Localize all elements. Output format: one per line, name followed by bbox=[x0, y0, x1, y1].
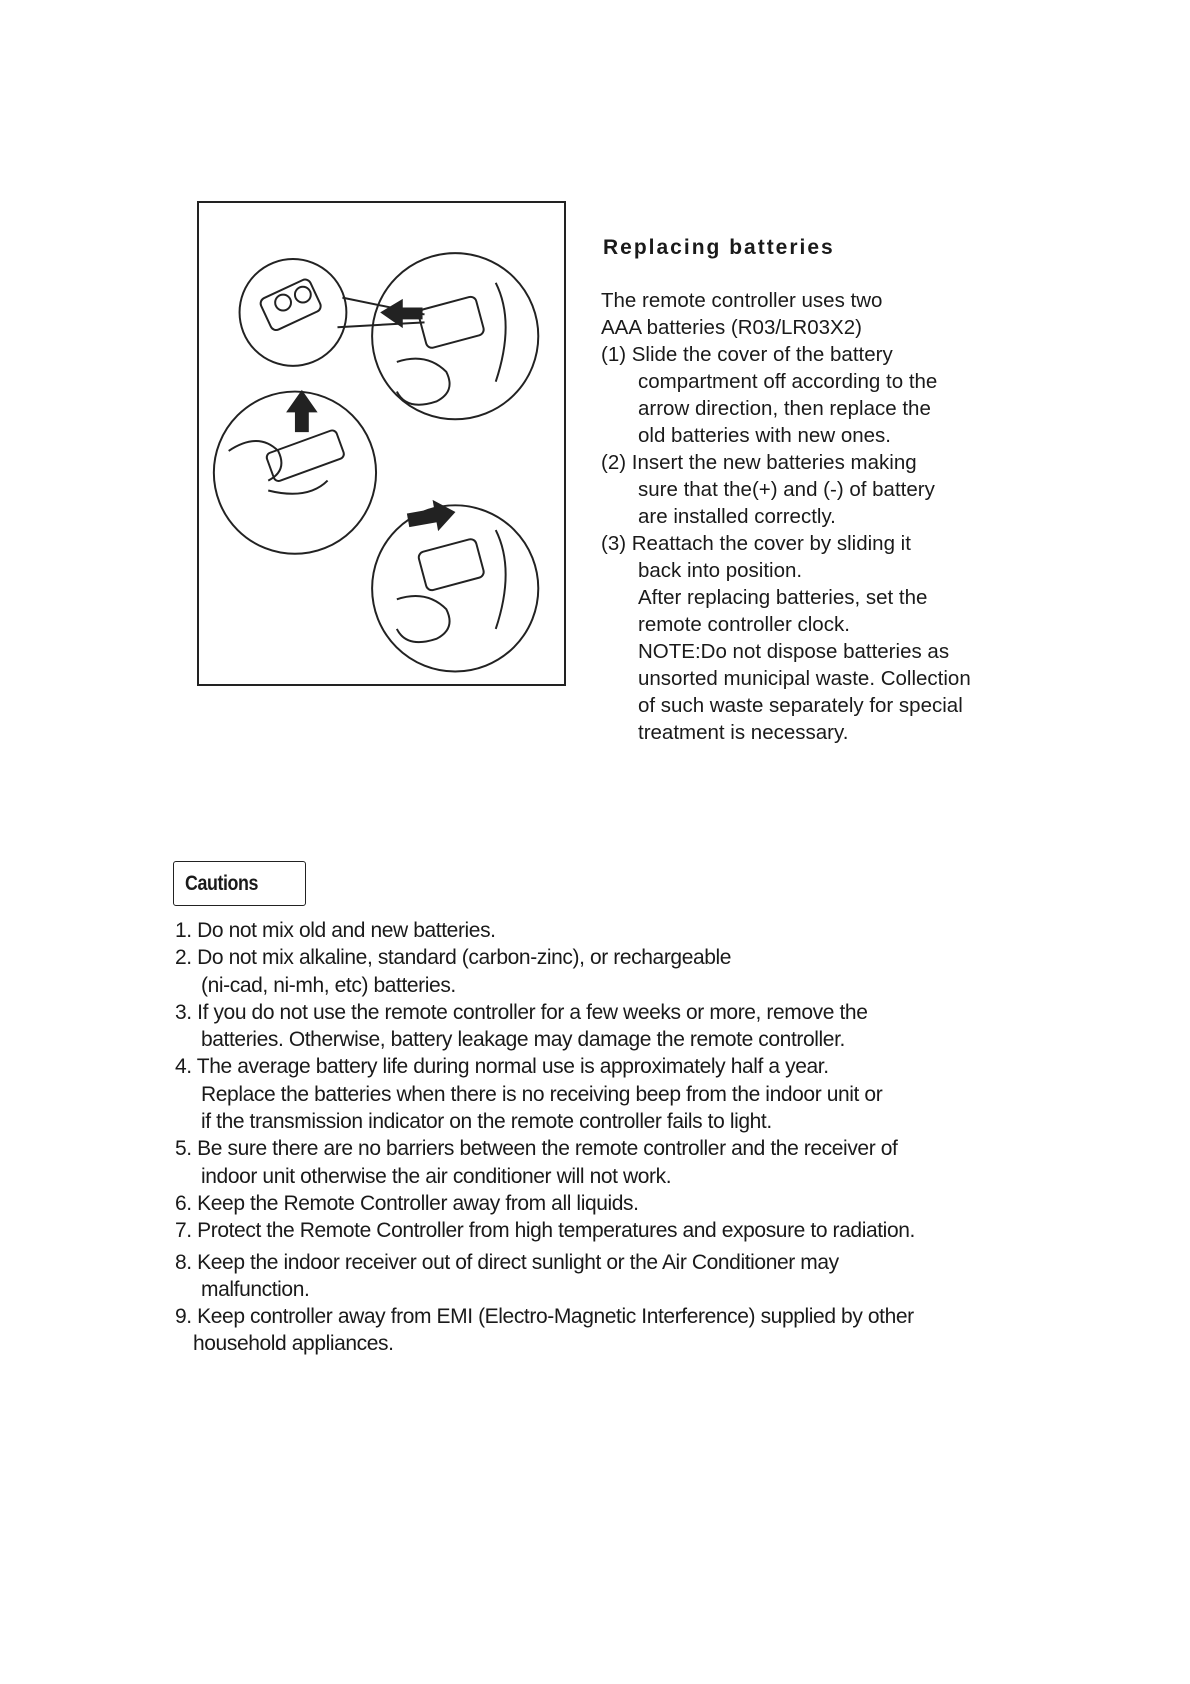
caution-item-cont: Replace the batteries when there is no receiving beep from the indoor unit or bbox=[201, 1082, 883, 1106]
note-line: unsorted municipal waste. Collection bbox=[638, 667, 971, 690]
caution-item: 6. Keep the Remote Controller away from all liquids. bbox=[175, 1191, 639, 1215]
caution-item: 5. Be sure there are no barriers between the remote controller and the receiver of bbox=[175, 1137, 898, 1161]
text-line: are installed correctly. bbox=[638, 505, 836, 528]
step-reattach-cover-illustration bbox=[372, 499, 538, 672]
battery-replacement-illustration bbox=[197, 201, 566, 686]
step-slide-off-illustration bbox=[372, 253, 538, 419]
text-line: back into position. bbox=[638, 559, 803, 582]
step-3: (3) Reattach the cover by sliding it bbox=[601, 532, 911, 555]
text-line: The remote controller uses two bbox=[601, 289, 883, 312]
step-1: (1) Slide the cover of the battery bbox=[601, 343, 893, 366]
cautions-list bbox=[175, 917, 915, 1358]
section-title: Replacing batteries bbox=[603, 236, 835, 259]
caution-item-cont: if the transmission indicator on the remote controller fails to light. bbox=[201, 1110, 772, 1134]
note-line: NOTE:Do not dispose batteries as bbox=[638, 640, 950, 663]
caution-item: 8. Keep the indoor receiver out of direct sunlight or the Air Conditioner may bbox=[175, 1250, 839, 1274]
caution-item-cont: (ni-cad, ni-mh, etc) batteries. bbox=[201, 973, 456, 997]
cautions-heading: Cautions bbox=[185, 872, 258, 895]
text-line: remote controller clock. bbox=[638, 613, 850, 636]
caution-item-cont: indoor unit otherwise the air conditioner will not work. bbox=[201, 1164, 672, 1188]
text-line: arrow direction, then replace the bbox=[638, 397, 931, 420]
caution-item-cont: batteries. Otherwise, battery leakage may damage the remote controller. bbox=[201, 1028, 845, 1052]
step-2: (2) Insert the new batteries making bbox=[601, 451, 917, 474]
caution-item-cont: household appliances. bbox=[193, 1332, 394, 1356]
cautions-heading-box bbox=[173, 861, 306, 906]
caution-item: 3. If you do not use the remote controller for a few weeks or more, remove the bbox=[175, 1000, 868, 1024]
text-line: AAA batteries (R03/LR03X2) bbox=[601, 316, 862, 339]
text-line: After replacing batteries, set the bbox=[638, 586, 928, 609]
caution-item: 1. Do not mix old and new batteries. bbox=[175, 919, 496, 942]
replacing-batteries-text bbox=[601, 287, 1041, 746]
text-line: old batteries with new ones. bbox=[638, 424, 891, 447]
note-line: of such waste separately for special bbox=[638, 694, 963, 717]
caution-item-cont: malfunction. bbox=[201, 1277, 310, 1301]
caution-item: 4. The average battery life during normal use is approximately half a year. bbox=[175, 1055, 829, 1079]
caution-item: 2. Do not mix alkaline, standard (carbon-zinc), or rechargeable bbox=[175, 946, 732, 970]
caution-item: 9. Keep controller away from EMI (Electro-Magnetic Interference) supplied by other bbox=[175, 1305, 914, 1329]
note-line: treatment is necessary. bbox=[638, 721, 849, 744]
step-insert-batteries-illustration bbox=[214, 392, 376, 554]
text-line: compartment off according to the bbox=[638, 370, 938, 393]
caution-item: 7. Protect the Remote Controller from high temperatures and exposure to radiation. bbox=[175, 1219, 915, 1243]
text-line: sure that the(+) and (-) of battery bbox=[638, 478, 935, 501]
